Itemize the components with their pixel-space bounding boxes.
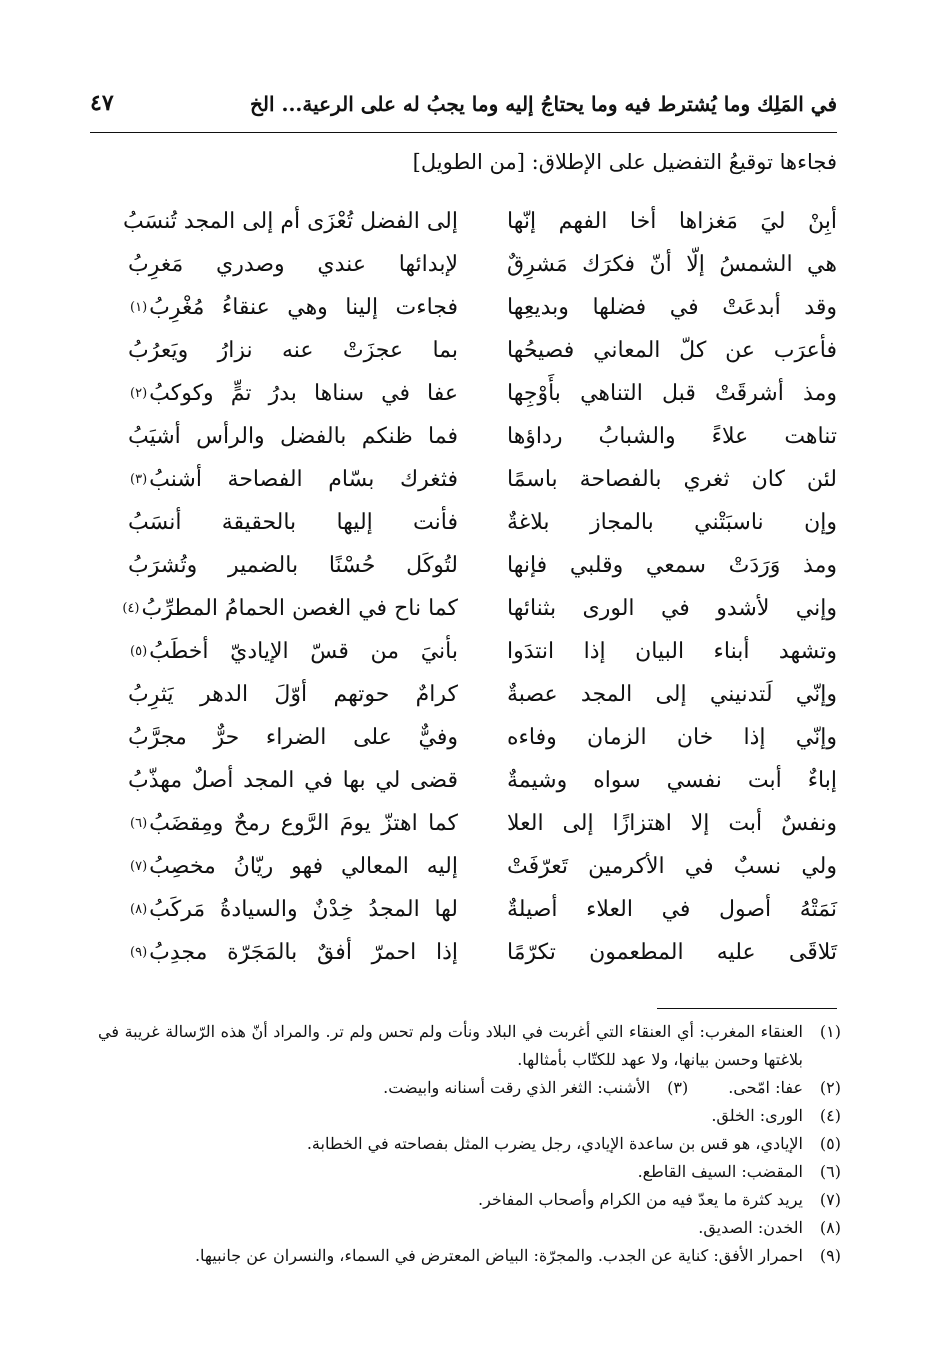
first-hemistich: ولي نسبٌ في الأكرمين تَعرّفَتْ [507, 854, 837, 879]
first-hemistich: وإنّي إذا خان الزمان وفاءه [507, 725, 837, 750]
second-hemistich-text: إلى الفضل تُعْزَى أم إلى المجد تُنسَبُ [122, 209, 458, 234]
footnote-reference[interactable]: (٥) [130, 644, 148, 659]
first-hemistich: تَلاقَى عليه المطعمون تكرّمًا [507, 940, 837, 965]
second-hemistich [128, 639, 458, 664]
second-hemistich-text: فجاءت إلينا وهي عنقاءُ مُغْرِبُ [149, 295, 458, 320]
footnote-reference[interactable]: (٣) [130, 472, 148, 487]
second-hemistich [128, 510, 458, 535]
footnote [98, 1158, 841, 1186]
second-hemistich-text: لإبدائها عندي وصدري مَغرِبُ [128, 252, 458, 277]
verse-line [100, 931, 837, 974]
verse-line [100, 630, 837, 673]
second-hemistich [128, 381, 458, 406]
footnote-part [728, 1074, 841, 1102]
footnote-text: العنقاء المغرب: أي العنقاء التي أغربت في البلاد ونأت ولم تحس ولم تر. والمراد أنّ هذه الرّسالة غريبة في بلاغتها وحسن بيانها، ولا عهد للكتّاب بأمثالها. [98, 1022, 803, 1069]
footnote-text: الإيادي، هو قس بن ساعدة الإيادي، رجل يضرب المثل بفصاحته في الخطابة. [306, 1134, 803, 1153]
footnote-number: (٢) [819, 1078, 841, 1097]
verse-line [100, 845, 837, 888]
verse-line [100, 716, 837, 759]
second-hemistich-text: عفا في سناها بدرُ تمٍّ وكوكبُ [149, 381, 458, 406]
footnotes [98, 1018, 841, 1270]
verse-line [100, 673, 837, 716]
footnote-text: الخدن: الصديق. [698, 1218, 803, 1237]
second-hemistich-text: لتُوكَل حُسْنًا بالضمير وتُشرَبُ [128, 553, 458, 578]
footnote-number: (٦) [819, 1162, 841, 1181]
footnote-reference[interactable]: (٦) [130, 816, 148, 831]
second-hemistich [128, 725, 458, 750]
second-hemistich [128, 682, 458, 707]
second-hemistich-text: وفيٌّ على الضراء حرٌّ مجرَّبُ [128, 725, 458, 750]
page-number: ٤٧ [90, 90, 114, 116]
verse-line [100, 759, 837, 802]
second-hemistich [128, 940, 458, 965]
verse-line [100, 243, 837, 286]
second-hemistich [128, 424, 458, 449]
verse-line [100, 587, 837, 630]
footnote-part [383, 1074, 688, 1102]
second-hemistich-text: إليه المعالي فهو ريّانُ مخصِبُ [149, 854, 458, 879]
second-hemistich [128, 811, 458, 836]
footnote-number: (٨) [819, 1218, 841, 1237]
first-hemistich: ومذ أشرقَتْ قبل التناهي بأَوْجِها [507, 381, 837, 406]
first-hemistich: ونفسٌ أبت إلا اهتزازًا إلى العلا [507, 811, 837, 836]
first-hemistich: إباءٌ أبت نفسي سواه وشيمةٌ [507, 768, 837, 793]
footnote-number: (١) [819, 1022, 841, 1041]
second-hemistich [128, 553, 458, 578]
verse-line [100, 200, 837, 243]
running-header [90, 88, 837, 128]
first-hemistich: لئن كان ثغري بالفصاحة باسمًا [507, 467, 837, 492]
verse-line [100, 458, 837, 501]
footnote [98, 1186, 841, 1214]
first-hemistich: هي الشمسُ إلّا أنّ فكرَك مَشرِقٌ [507, 252, 837, 277]
verse-line [100, 372, 837, 415]
verse-line [100, 329, 837, 372]
second-hemistich [128, 467, 458, 492]
footnote-reference[interactable]: (٨) [130, 902, 148, 917]
first-hemistich: وقد أبدعَتْ في فضلها وبديعِها [507, 295, 837, 320]
footnote-number: (٩) [819, 1246, 841, 1265]
first-hemistich: ومذ وَرَدَتْ سمعي وقلبي فإنها [507, 553, 837, 578]
footnote-number: (٥) [819, 1134, 841, 1153]
footnote-text: الورى: الخلق. [711, 1106, 803, 1125]
second-hemistich [128, 897, 458, 922]
second-hemistich-text: كما ناح في الغصن الحمامُ المطرِّبُ [141, 596, 458, 621]
footnote-rule [657, 1008, 837, 1009]
footnote-number: (٤) [819, 1106, 841, 1125]
footnote-text: عفا: امّحى. [728, 1078, 803, 1097]
second-hemistich [128, 768, 458, 793]
footnote-reference[interactable]: (٤) [122, 601, 140, 616]
second-hemistich-text: قضى لي بها في المجد أصلٌ مهذّبُ [128, 768, 458, 793]
verse-line [100, 802, 837, 845]
footnote-reference[interactable]: (٩) [130, 945, 148, 960]
first-hemistich: نَمَتْهُ أصول في العلاء أصيلةٌ [507, 897, 837, 922]
first-hemistich: وإن ناسبَتْني بالمجاز بلاغةٌ [507, 510, 837, 535]
footnote [98, 1102, 841, 1130]
verse-line [100, 286, 837, 329]
verse-line [100, 415, 837, 458]
second-hemistich [128, 338, 458, 363]
first-hemistich: وإنّي لَتدنيني إلى المجد عصبةٌ [507, 682, 837, 707]
footnote-text: احمرار الأفق: كناية عن الجدب. والمجرّة: البياض المعترض في السماء، والنسران عن جانبيها. [194, 1246, 803, 1265]
footnote-text: المقضب: السيف القاطع. [637, 1162, 803, 1181]
second-hemistich-text: فأنت إليها بالحقيقة أنسَبُ [128, 510, 458, 535]
second-hemistich-text: فما ظنكم بالفضل والرأس أشيَبُ [128, 424, 458, 449]
footnote [98, 1242, 841, 1270]
first-hemistich: أبِنْ ليَ مَغزاها أخا الفهم إنّها [507, 209, 837, 234]
second-hemistich-text: بما عجزَتْ عنه نزارُ ويَعرُبُ [128, 338, 458, 363]
second-hemistich-text: كما اهتزّ يومَ الرَّوع رمحٌ ومِقضَبُ [149, 811, 458, 836]
second-hemistich-text: لها المجدُ خِدْنٌ والسيادةُ مَركَبُ [149, 897, 458, 922]
header-rule [90, 132, 837, 133]
second-hemistich [128, 295, 458, 320]
poem [100, 200, 837, 974]
second-hemistich [122, 596, 458, 621]
footnote-number: (٣) [667, 1078, 689, 1097]
first-hemistich: فأعرَب عن كلّ المعاني فصيحُها [507, 338, 837, 363]
first-hemistich: وإني لأشدو في الورى بثنائها [507, 596, 837, 621]
header-title: في المَلِك وما يُشترط فيه وما يحتاجُ إليه وما يجبُ له على الرعية... الخ [249, 92, 837, 116]
footnote-reference[interactable]: (١) [130, 300, 148, 315]
second-hemistich [122, 209, 458, 234]
footnote [98, 1130, 841, 1158]
second-hemistich-text: كرامٌ حوتهم أوّلَ الدهر يَثرِبُ [128, 682, 458, 707]
intro-line: فجاءها توقيعُ التفضيل على الإطلاق: [من الطويل] [412, 150, 837, 174]
footnote-reference[interactable]: (٧) [130, 859, 148, 874]
footnote-text: الأشنب: الثغر الذي رقت أسنانه وابيضت. [383, 1078, 651, 1097]
first-hemistich: وتشهد أبناء البيان إذا انتدَوا [507, 639, 837, 664]
footnote-reference[interactable]: (٢) [130, 386, 148, 401]
verse-line [100, 544, 837, 587]
second-hemistich-text: فثغرك بسّام الفصاحة أشنبُ [149, 467, 458, 492]
verse-line [100, 888, 837, 931]
footnote [98, 1018, 841, 1074]
second-hemistich-text: بأنيَ من قسّ الإياديّ أخطَبُ [149, 639, 458, 664]
footnote-text: يريد كثرة ما يعدّ فيه من الكرام وأصحاب المفاخر. [478, 1190, 803, 1209]
second-hemistich [128, 252, 458, 277]
second-hemistich-text: إذا احمرّ أفقٌ بالمَجَرّة مجدِبُ [149, 940, 458, 965]
second-hemistich [128, 854, 458, 879]
verse-line [100, 501, 837, 544]
first-hemistich: تناهت علاءً والشبابُ رداؤها [507, 424, 837, 449]
footnote-number: (٧) [819, 1190, 841, 1209]
footnote [98, 1214, 841, 1242]
footnote [98, 1074, 841, 1102]
